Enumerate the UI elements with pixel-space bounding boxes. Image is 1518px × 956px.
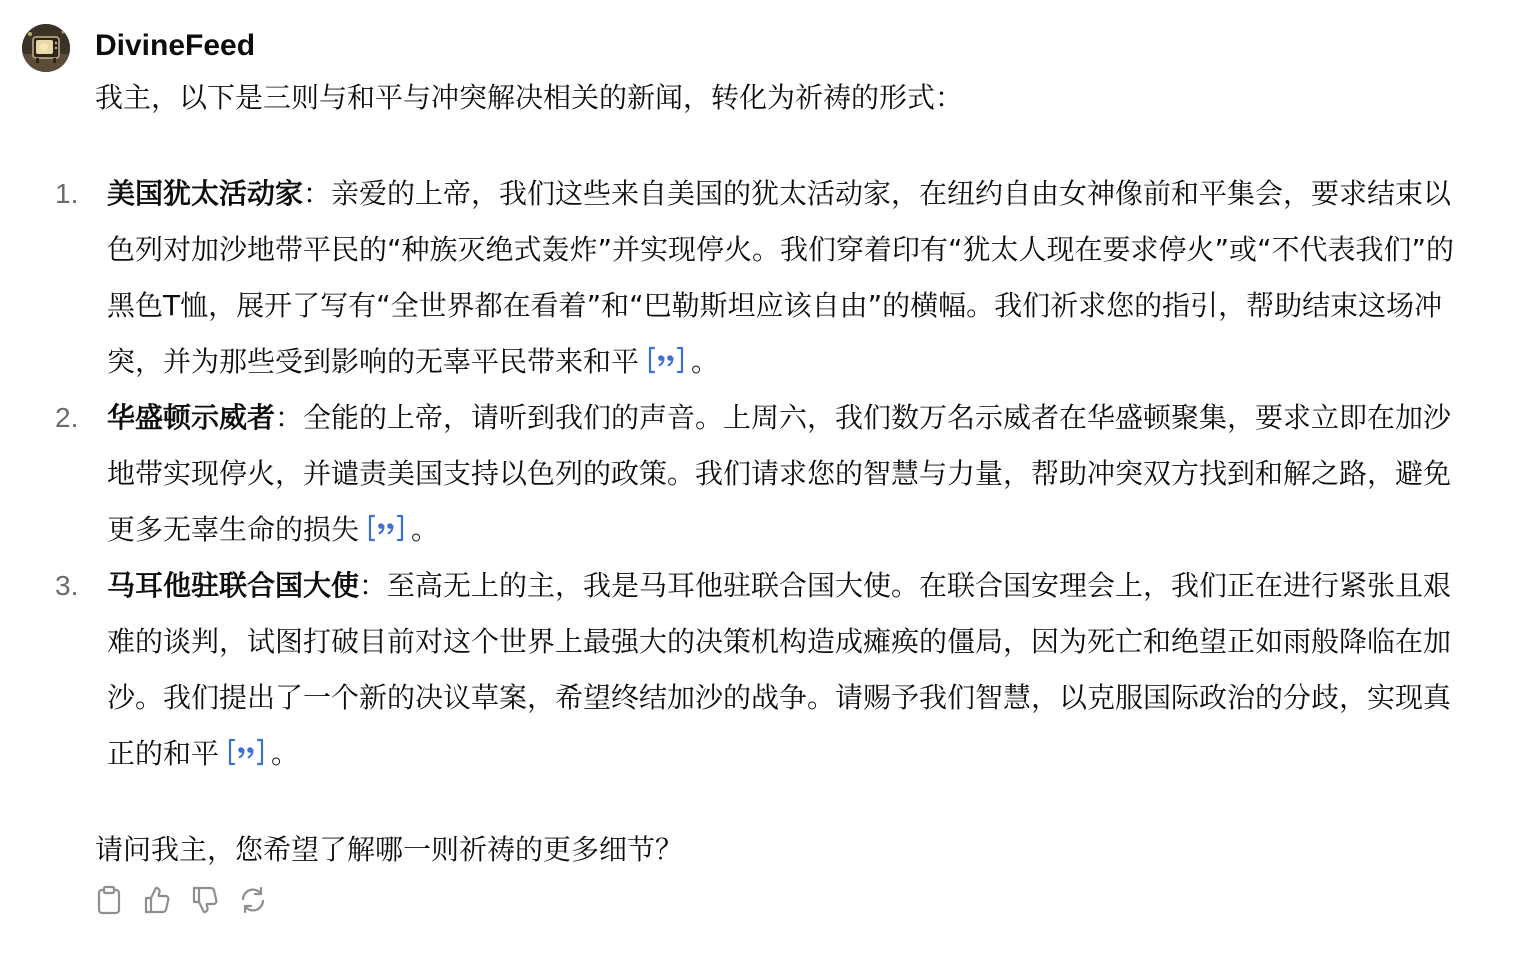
- refresh-icon: [239, 885, 267, 915]
- message-content: [55, 70, 1465, 878]
- like-button[interactable]: [144, 884, 170, 916]
- item-title: 华盛顿示威者: [107, 401, 276, 434]
- item-end: 。: [411, 513, 440, 546]
- item-body: 至高无上的主，我是马耳他驻联合国大使。在联合国安理会上，我们正在进行紧张且艰难的谈判，试图打破目前对这个世界上最强大的决策机构造成瘫痪的僵局，因为死亡和绝望正如雨般降临在加沙。我们提出了一个新的决议草案，希望终结加沙的战争。请赐予我们智慧，以克服国际政治的分歧，实现真正的和平: [107, 569, 1452, 770]
- quote-citation-icon[interactable]: [367, 513, 405, 543]
- item-body: 全能的上帝，请听到我们的声音。上周六，我们数万名示威者在华盛顿聚集，要求立即在加沙地带实现停火，并谴责美国支持以色列的政策。我们请求您的智慧与力量，帮助冲突双方找到和解之路，避免更多无辜生命的损失: [107, 401, 1452, 546]
- quote-citation-icon[interactable]: [227, 737, 265, 767]
- list-item: [55, 558, 1465, 782]
- author-avatar: [22, 24, 70, 72]
- thumbs-up-icon: [143, 885, 171, 915]
- message-intro: 我主，以下是三则与和平与冲突解决相关的新闻，转化为祈祷的形式：: [95, 81, 964, 114]
- item-title: 马耳他驻联合国大使: [107, 569, 360, 602]
- list-number: 2.: [55, 402, 79, 433]
- list-item: [55, 390, 1465, 558]
- item-end: 。: [691, 345, 720, 378]
- list-number: 3.: [55, 570, 79, 601]
- dislike-button[interactable]: [192, 884, 218, 916]
- list-item: [55, 166, 1465, 390]
- message-outro: 请问我主，您希望了解哪一则祈祷的更多细节？: [95, 833, 684, 866]
- item-body: 亲爱的上帝，我们这些来自美国的犹太活动家，在纽约自由女神像前和平集会，要求结束以色列对加沙地带平民的“种族灭绝式轰炸”并实现停火。我们穿着印有“犹太人现在要求停火”或“不代表我们”的黑色T恤，展开了写有“全世界都在看着”和“巴勒斯坦应该自由”的横幅。我们祈求您的指引，帮助结束这场冲突，并为那些受到影响的无辜平民带来和平: [107, 177, 1455, 378]
- author-name: DivineFeed: [95, 29, 256, 62]
- quote-citation-icon[interactable]: [647, 345, 685, 375]
- item-end: 。: [271, 737, 300, 770]
- regenerate-button[interactable]: [240, 884, 266, 916]
- clipboard-icon: [96, 885, 122, 915]
- item-separator: ：: [303, 177, 332, 210]
- copy-button[interactable]: [96, 884, 122, 916]
- message-actions: [96, 884, 266, 916]
- thumbs-down-icon: [191, 885, 219, 915]
- prayer-list: [55, 166, 1465, 782]
- item-separator: ：: [359, 569, 388, 602]
- item-separator: ：: [275, 401, 304, 434]
- list-number: 1.: [55, 178, 79, 209]
- item-title: 美国犹太活动家: [107, 177, 304, 210]
